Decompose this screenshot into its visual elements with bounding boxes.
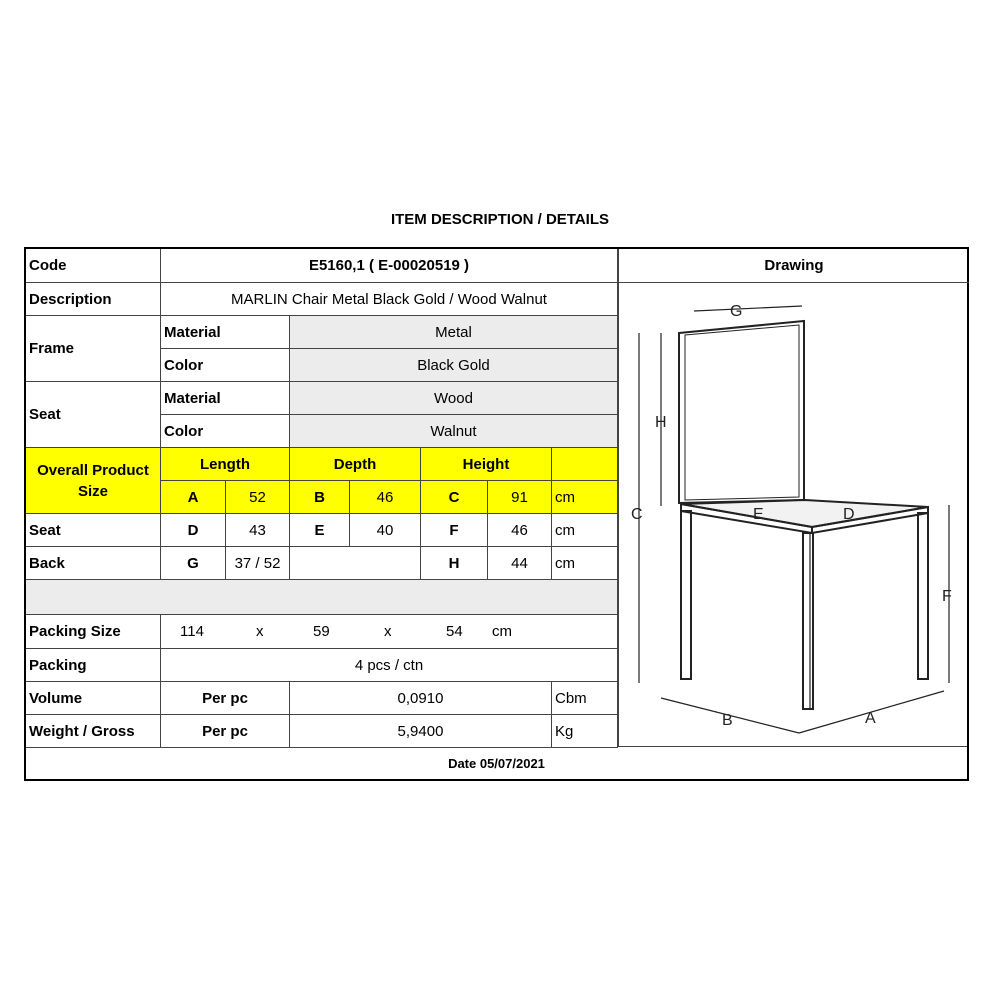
frame-material-label: Material bbox=[161, 316, 290, 349]
description-label: Description bbox=[26, 283, 161, 316]
chair-drawing bbox=[618, 283, 967, 747]
spacer-row bbox=[26, 580, 618, 615]
back-g-value: 37 / 52 bbox=[226, 547, 290, 580]
drawing-letter-f: F bbox=[942, 588, 952, 605]
seat-d-value: 43 bbox=[226, 514, 290, 547]
drawing-letter-c: C bbox=[631, 506, 643, 523]
drawing-letter-a: A bbox=[865, 710, 876, 727]
seat-d-letter: D bbox=[161, 514, 226, 547]
seat-dims-label: Seat bbox=[26, 514, 161, 547]
packing-x-1: x bbox=[256, 623, 264, 640]
overall-size-label-line2: Size bbox=[77, 482, 108, 500]
volume-value: 0,0910 bbox=[290, 682, 552, 715]
overall-size-label bbox=[26, 448, 161, 514]
weight-label: Weight / Gross bbox=[26, 715, 161, 748]
height-header: Height bbox=[421, 448, 552, 481]
packing-value: 4 pcs / ctn bbox=[161, 649, 618, 682]
packing-size-values bbox=[161, 615, 618, 649]
drawing-letter-b: B bbox=[722, 712, 733, 729]
seat-color-label: Color bbox=[161, 415, 290, 448]
back-g-letter: G bbox=[161, 547, 226, 580]
weight-unit: Kg bbox=[552, 715, 618, 748]
drawing-letter-d: D bbox=[843, 506, 855, 523]
backrest bbox=[679, 321, 804, 503]
document-title: ITEM DESCRIPTION / DETAILS bbox=[390, 211, 610, 228]
back-h-value: 44 bbox=[488, 547, 552, 580]
frame-color-label: Color bbox=[161, 349, 290, 382]
back-h-letter: H bbox=[421, 547, 488, 580]
seat-color-value: Walnut bbox=[290, 415, 618, 448]
volume-unit: Cbm bbox=[552, 682, 618, 715]
drawing-header: Drawing bbox=[618, 249, 969, 283]
seat-e-value: 40 bbox=[350, 514, 421, 547]
overall-blank-cell bbox=[552, 448, 618, 481]
overall-b-letter: B bbox=[290, 481, 350, 514]
depth-header: Depth bbox=[290, 448, 421, 481]
seat-e-letter: E bbox=[290, 514, 350, 547]
backrest-inner bbox=[685, 325, 799, 500]
packing-length: 114 bbox=[180, 623, 204, 640]
overall-c-value: 91 bbox=[488, 481, 552, 514]
packing-size-label: Packing Size bbox=[26, 615, 161, 649]
overall-b-value: 46 bbox=[350, 481, 421, 514]
drawing-letter-g: G bbox=[730, 303, 743, 320]
back-dims-unit: cm bbox=[552, 547, 618, 580]
weight-per: Per pc bbox=[161, 715, 290, 748]
chair-drawing-svg bbox=[619, 283, 968, 747]
weight-value: 5,9400 bbox=[290, 715, 552, 748]
seat-f-letter: F bbox=[421, 514, 488, 547]
seat-f-value: 46 bbox=[488, 514, 552, 547]
frame-label: Frame bbox=[26, 316, 161, 382]
packing-label: Packing bbox=[26, 649, 161, 682]
length-header: Length bbox=[161, 448, 290, 481]
overall-unit: cm bbox=[552, 481, 618, 514]
overall-c-letter: C bbox=[421, 481, 488, 514]
frame-material-value: Metal bbox=[290, 316, 618, 349]
leg-back-right bbox=[918, 513, 928, 679]
details-table bbox=[24, 247, 969, 781]
seat-material-value: Wood bbox=[290, 382, 618, 415]
packing-x-2: x bbox=[384, 623, 392, 640]
leg-front-right bbox=[803, 533, 813, 709]
overall-size-label-line1: Overall Product bbox=[37, 461, 149, 479]
seat-dims-unit: cm bbox=[552, 514, 618, 547]
volume-label: Volume bbox=[26, 682, 161, 715]
date-footer: Date 05/07/2021 bbox=[448, 756, 545, 771]
packing-width: 59 bbox=[313, 623, 330, 640]
overall-a-value: 52 bbox=[226, 481, 290, 514]
code-label: Code bbox=[26, 249, 161, 283]
drawing-letter-e: E bbox=[753, 506, 764, 523]
frame-color-value: Black Gold bbox=[290, 349, 618, 382]
packing-height: 54 bbox=[446, 623, 463, 640]
seat-spec-label: Seat bbox=[26, 382, 161, 448]
back-dims-label: Back bbox=[26, 547, 161, 580]
description-value: MARLIN Chair Metal Black Gold / Wood Walnut bbox=[161, 283, 618, 316]
packing-unit: cm bbox=[492, 623, 512, 640]
leg-front-left bbox=[681, 511, 691, 679]
seat-material-label: Material bbox=[161, 382, 290, 415]
code-value: E5160,1 ( E-00020519 ) bbox=[161, 249, 618, 283]
back-empty-cell bbox=[290, 547, 421, 580]
volume-per: Per pc bbox=[161, 682, 290, 715]
dim-line-g bbox=[694, 306, 802, 311]
overall-a-letter: A bbox=[161, 481, 226, 514]
drawing-letter-h: H bbox=[655, 414, 667, 431]
